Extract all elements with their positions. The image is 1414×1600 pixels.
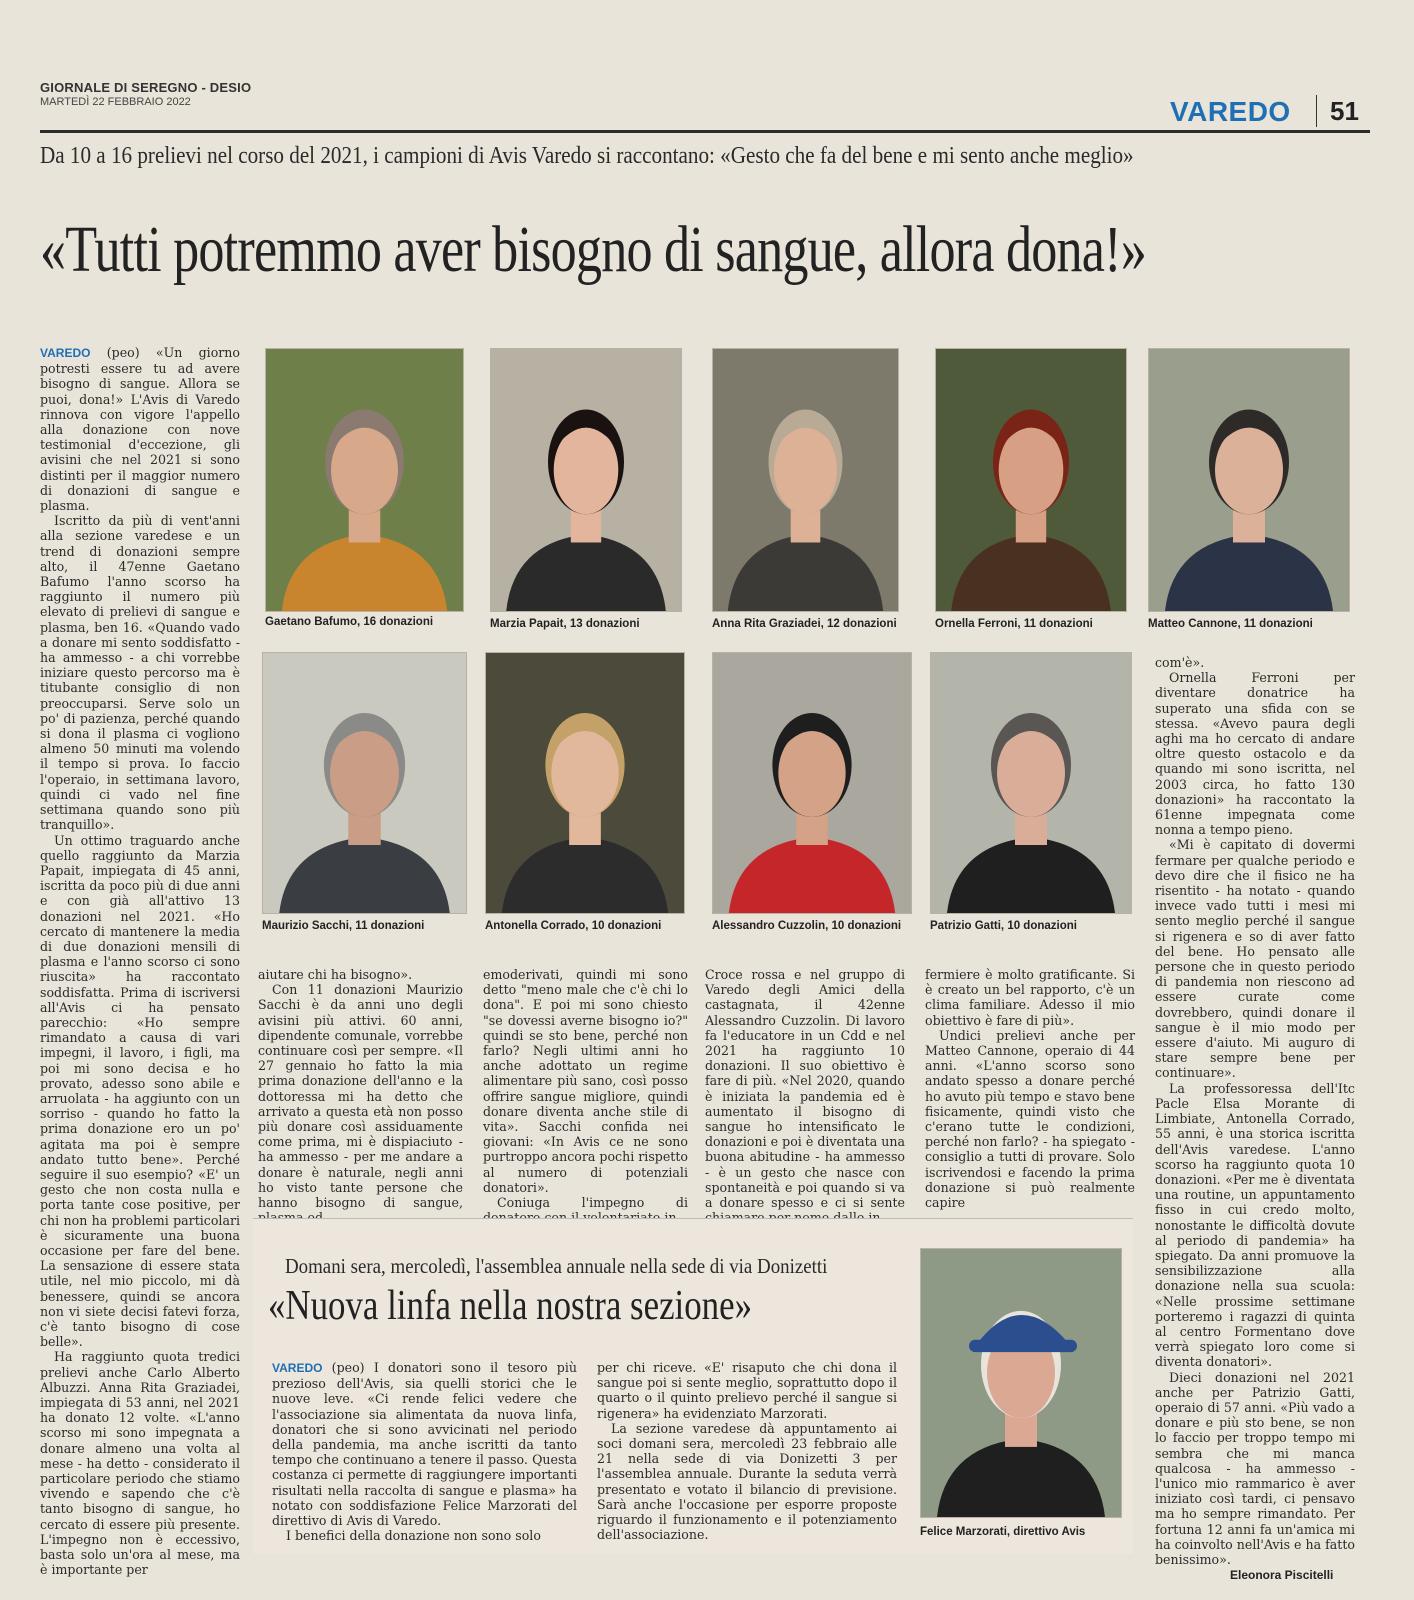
sidebar-story-column-1 — [272, 1360, 577, 1550]
portrait-photo — [485, 652, 685, 914]
article-paragraph: Un ottimo traguardo anche quello raggiunto da Marzia Papait, impiegata di 45 anni, iscritta da poco più di due anni e con già all'attivo 13 donazioni nel 2021. «Ho cercato di mantenere la media di due donazioni mensili di plasma e l'anno scorso ci sono riuscita» ha raccontato soddisfatta. Prima di iscriversi all'Avis ci ha pensato parecchio: «Ho sempre rimandato a causa di vari impegni, il lavoro, i figli, ma poi mi sono decisa e ho provato, adesso sono abile e arruolata - ha aggiunto con un sorriso - quando ho fatto la prima donazione ero un po' agitata ma poi è sempre andato tutto bene». Perché seguire il suo esempio? «E' un gesto che non costa nulla e porta tante cose positive, per chi non ha problemi particolari è sicuramente una buona occasione per fare del bene. La sensazione di essere stata utile, nel mio piccolo, mi dà benessere, quindi se ancora non vi siete decisi fatevi forza, c'è tanto bisogno di cose belle». — [40, 832, 240, 1350]
article-paragraph: Ha raggiunto quota tredici prelievi anche Carlo Alberto Albuzzi. Anna Rita Graziadei, impiegata di 53 anni, nel 2021 ha donato 12 volte. «L'anno scorso mi sono impegnata a donare almeno una volta al mese - ha detto - considerato il particolare periodo che stiamo vivendo e sapendo che c'è tanto bisogno di sangue, ho cercato di essere più presente. L'impegno non è eccessivo, basta solo un'ora al mese, ma è importante per — [40, 1349, 240, 1578]
author-signature: (peo) — [106, 345, 140, 360]
portrait-photo — [262, 652, 467, 914]
article-paragraph: «Mi è capitato di dovermi fermare per qualche periodo e devo dire che il fisico ne ha risentito - ha notato - quando invece vado tutti i mesi mi sento meglio perché il sangue si rigenera e so di aver fatto del bene. Ho pensato alle persone che in questo periodo di pandemia non riescono ad essere curate come dovrebbero, quindi donare il sangue è il mio modo per essere d'aiuto. Mi auguro di stare sempre bene per continuare». — [1155, 837, 1355, 1081]
portrait-caption: Anna Rita Graziadei, 12 donazioni — [712, 618, 897, 630]
portrait-photo — [490, 348, 682, 612]
dateline-city: VAREDO — [40, 346, 91, 360]
newspaper-name: GIORNALE DI SEREGNO - DESIO — [40, 80, 252, 95]
portrait-caption: Antonella Corrado, 10 donazioni — [485, 920, 662, 932]
portrait-photo — [930, 652, 1132, 914]
sidebar-story-kicker: Domani sera, mercoledì, l'assemblea annuale nella sede di via Donizetti — [285, 1254, 828, 1278]
article-paragraph: Iscritto da più di vent'anni alla sezione varedese e un trend di donazioni sempre alto, il 47enne Gaetano Bafumo l'anno scorso ha raggiunto il numero più elevato di prelievi di sangue e plasma, ben 16. «Quando vado a donare mi sento soddisfatto - ha ammesso - a chi vorrebbe iniziare questo percorso ma è titubante consiglio di non preoccuparsi. Serve solo un po' di pazienza, perché quando si dona il plasma ci vogliono almeno 50 minuti ma volendo il tempo si prova. Io faccio l'operaio, in settimana lavoro, quindi ci vado nel fine settimana quando sono più tranquillo». — [40, 513, 240, 833]
paragraph-text: I donatori sono il tesoro più prezioso dell'Avis, sia quelli storici che le nuove leve. «Ci rende felici vedere che l'associazione sia alimentata da nuova linfa, donatori che si sono avvicinati nel periodo della pandemia, ma anche iscritti da tanto tempo che continuano a tenere il passo. Questa costanza ci permette di raggiungere importanti risultati nella raccolta di sangue e plasma» ha notato con soddisfazione Felice Marzorati del direttivo di Avis di Varedo. — [272, 1360, 577, 1529]
author-signature: (peo) — [331, 1360, 365, 1375]
article-paragraph: Ornella Ferroni per diventare donatrice ha superato una sfida con se stessa. «Avevo paura degli aghi ma ho cercato di andare oltre questo ostacolo e da quando mi sono iscritta, nel 2003 circa, ho fatto 130 donazioni» ha raccontato la 61enne impegnata come nonna a tempo pieno. — [1155, 670, 1355, 838]
article-paragraph: emoderivati, quindi mi sono detto "meno male che c'è chi lo dona". E poi mi sono chiesto "se dovessi averne bisogno io?" quindi se sto bene, perché non farlo? Negli ultimi anni ho anche adottato un regime alimentare più sano, così posso offrire sangue migliore, quindi donare diventa anche stile di vita». Sacchi confida nei giovani: «In Avis ce ne sono purtroppo ancora pochi rispetto al numero di potenziali donatori». — [483, 967, 688, 1195]
section-name: VAREDO — [1170, 96, 1291, 127]
portrait-caption: Alessandro Cuzzolin, 10 donazioni — [712, 920, 902, 932]
portrait-caption: Ornella Ferroni, 11 donazioni — [935, 618, 1093, 630]
article-column-3 — [483, 967, 688, 1212]
article-paragraph: aiutare chi ha bisogno». — [258, 967, 413, 982]
article-paragraph: I benefici della donazione non sono solo — [286, 1528, 541, 1544]
article-kicker: Da 10 a 16 prelievi nel corso del 2021, i campioni di Avis Varedo si raccontano: «Gesto che fa del bene e mi sento anche meglio» — [40, 143, 1134, 169]
masthead-divider — [1316, 95, 1317, 127]
article-column-2 — [258, 967, 463, 1212]
issue-date: MARTEDÌ 22 FEBBRAIO 2022 — [40, 96, 191, 108]
article-headline: «Tutti potremmo aver bisogno di sangue, allora dona!» — [40, 213, 1146, 286]
article-paragraph: Croce rossa e nel gruppo di Varedo degli Amici della castagnata, il 42enne Alessandro Cuzzolin. Di lavoro fa l'educatore in un Cdd e nel 2021 ha raggiunto 10 donazioni. Il suo obiettivo è fare di più. «Nel 2020, quando è iniziata la pandemia ed è aumentato il bisogno di sangue ho intensificato le donazioni e poi è diventata una buona abitudine - ha ammesso - è un gesto che nasce con spontaneità e poi quando si va a donare spesso e ci si sente — [705, 967, 905, 1211]
portrait-photo — [265, 348, 464, 612]
article-byline: Eleonora Piscitelli — [1230, 1568, 1334, 1582]
article-paragraph: com'è». — [1155, 655, 1205, 670]
article-paragraph — [272, 1360, 577, 1528]
article-column-4 — [705, 967, 905, 1212]
sidebar-portrait-photo — [920, 1248, 1122, 1518]
portrait-photo — [935, 348, 1127, 612]
article-column-1 — [40, 345, 240, 1578]
article-paragraph: La sezione varedese dà appuntamento ai soci domani sera, mercoledì 23 febbraio alle 21 nella sede di via Donizetti 3 per l'assemblea annuale. Durante la seduta verrà presentato e votato il bilancio di previsione. Sarà anche l'occasione per esporre proposte riguardo il funzionamento e il potenziamento dell'associazione. — [597, 1420, 897, 1543]
page-number: 51 — [1330, 96, 1359, 126]
article-paragraph: Con 11 donazioni Maurizio Sacchi è da anni uno degli avisini più attivi. 60 anni, dipendente comunale, vorrebbe continuare così per sempre. «Il 27 gennaio ho fatto la mia prima donazione dell'anno e la dottoressa mi ha detto che arrivato a questa età non posso più donare così assiduamente come prima, mi è dispiaciuto - ha ammesso - per me andare a donare è naturale, negli anni ho visto tante persone che hanno bisogno di sangue, — [258, 982, 463, 1211]
portrait-caption: Gaetano Bafumo, 16 donazioni — [265, 616, 434, 628]
dateline-city: VAREDO — [272, 1361, 323, 1375]
portrait-caption: Maurizio Sacchi, 11 donazioni — [262, 920, 425, 932]
article-paragraph: Undici prelievi anche per Matteo Cannone, operaio di 44 anni. «L'anno scorso sono andato spesso a donare perché ho avuto più tempo e stavo bene fisicamente, quindi visto che c'erano tutte le condizioni, perché non farlo? - ha spiegato - consiglio a tutti di provare. Solo iscrivendosi e facendo la prima donazione si può realmente capire — [925, 1027, 1135, 1211]
header-rule — [40, 130, 1370, 133]
paragraph-text: «Un giorno potresti essere tu ad avere bisogno di sangue. Allora se puoi, dona!» L'Avis di Varedo rinnova con vigore l'appello alla donazione con nove testimonial d'eccezione, gli avisini che nel 2021 si sono distinti per il maggior numero di donazioni di sangue e plasma. — [40, 345, 240, 514]
article-paragraph: La professoressa dell'Itc Pacle Elsa Morante di Limbiate, Antonella Corrado, 55 anni, è una storica iscritta dell'Avis varedese. L'anno scorso ha raggiunto quota 10 donazioni. «Per me è diventata una routine, un appuntamento fisso in cui credo molto, nonostante le difficoltà dovute al periodo di pandemia» ha spiegato. Da anni promuove la sensibilizzazione alla donazione nella sua scuola: «Nelle prossime settimane porteremo i ragazzi di quinta al centro Formentano dove verrà spiegato loro come si diventa donatori». — [1155, 1080, 1355, 1370]
portrait-caption: Marzia Papait, 13 donazioni — [490, 618, 640, 630]
sidebar-story-column-2 — [597, 1360, 897, 1550]
article-paragraph: Dieci donazioni nel 2021 anche per Patrizio Gatti, operaio di 57 anni. «Più vado a donare e più sto bene, se non lo faccio per troppo tempo mi sembra che mi manca qualcosa - ha ammesso - l'unico mio rammarico è aver iniziato così tardi, ci pensavo ma ho sempre rimandato. Per fortuna 12 anni fa un'amica mi ha coinvolto nell'Avis e ha fatto benissimo». — [1155, 1369, 1355, 1567]
article-column-6 — [1155, 655, 1355, 1567]
article-paragraph: fermiere è molto gratificante. Si è creato un bel rapporto, c'è un clima familiare. Adesso il mio obiettivo è fare di più». — [925, 967, 1135, 1028]
sidebar-portrait-caption: Felice Marzorati, direttivo Avis — [920, 1526, 1086, 1538]
sidebar-story-title: «Nuova linfa nella nostra sezione» — [268, 1283, 753, 1329]
article-column-5 — [925, 967, 1135, 1212]
portrait-caption: Matteo Cannone, 11 donazioni — [1148, 618, 1313, 630]
portrait-caption: Patrizio Gatti, 10 donazioni — [930, 920, 1077, 932]
article-paragraph — [40, 345, 240, 513]
portrait-photo — [1148, 348, 1350, 612]
article-paragraph: per chi riceve. «E' risaputo che chi dona il sangue poi si sente meglio, soprattutto dopo il quarto o il quinto prelievo perché il sangue si rigenera» ha evidenziato Marzorati. — [597, 1360, 897, 1421]
portrait-photo — [712, 652, 912, 914]
portrait-photo — [712, 348, 899, 612]
article-paragraph: Coniuga l'impegno di — [497, 1195, 688, 1211]
